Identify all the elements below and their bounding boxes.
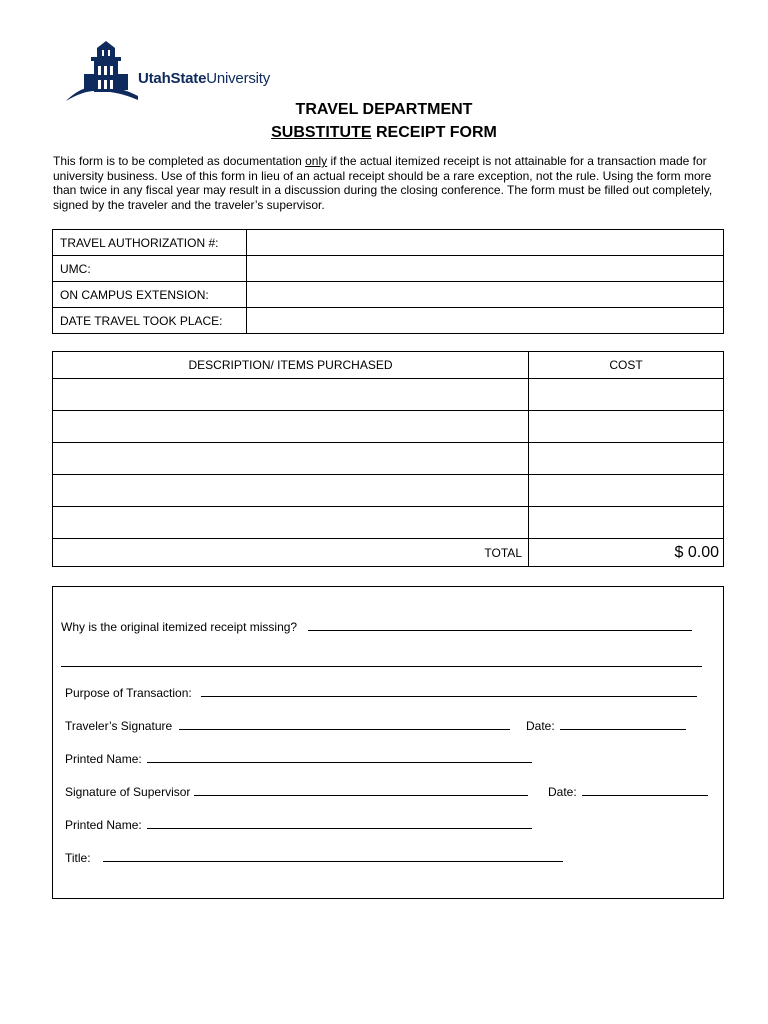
table-row bbox=[53, 379, 724, 411]
total-value: $ 0.00 bbox=[529, 539, 724, 567]
total-row bbox=[53, 539, 724, 567]
missing-reason-line bbox=[61, 620, 692, 634]
travel-info-table bbox=[52, 229, 724, 334]
supervisor-signature-field[interactable] bbox=[194, 786, 528, 796]
info-label: TRAVEL AUTHORIZATION #: bbox=[53, 230, 247, 256]
info-label: UMC: bbox=[53, 256, 247, 282]
logo-wordmark: UtahStateUniversity bbox=[138, 70, 271, 87]
title-label: Title: bbox=[65, 851, 91, 865]
traveler-printed-name-label: Printed Name: bbox=[65, 752, 142, 766]
info-row-campus-extension bbox=[53, 282, 724, 308]
supervisor-signature-line bbox=[65, 785, 528, 799]
traveler-date-field[interactable] bbox=[560, 720, 686, 730]
table-row bbox=[53, 507, 724, 539]
item-cost-cell[interactable] bbox=[529, 443, 724, 475]
missing-reason-field-2[interactable] bbox=[61, 657, 702, 667]
info-row-travel-date bbox=[53, 308, 724, 334]
traveler-date-label: Date: bbox=[526, 719, 555, 733]
page-title: TRAVEL DEPARTMENT bbox=[295, 101, 473, 118]
signature-section bbox=[52, 586, 724, 899]
campus-extension-field[interactable] bbox=[247, 282, 724, 308]
item-cost-cell[interactable] bbox=[529, 475, 724, 507]
item-description-cell[interactable] bbox=[53, 443, 529, 475]
items-purchased-table bbox=[52, 351, 724, 567]
usu-logo bbox=[64, 40, 284, 104]
traveler-printed-name-line bbox=[65, 752, 532, 766]
item-cost-cell[interactable] bbox=[529, 379, 724, 411]
supervisor-printed-name-line bbox=[65, 818, 532, 832]
description-column-header: DESCRIPTION/ ITEMS PURCHASED bbox=[53, 352, 529, 379]
umc-field[interactable] bbox=[247, 256, 724, 282]
cost-column-header: COST bbox=[529, 352, 724, 379]
supervisor-signature-label: Signature of Supervisor bbox=[65, 785, 191, 799]
item-description-cell[interactable] bbox=[53, 507, 529, 539]
total-label: TOTAL bbox=[53, 539, 529, 567]
item-description-cell[interactable] bbox=[53, 379, 529, 411]
item-description-cell[interactable] bbox=[53, 475, 529, 507]
info-label: ON CAMPUS EXTENSION: bbox=[53, 282, 247, 308]
traveler-signature-label: Traveler’s Signature bbox=[65, 719, 173, 733]
purpose-field[interactable] bbox=[201, 687, 697, 697]
supervisor-printed-name-field[interactable] bbox=[147, 819, 532, 829]
old-main-tower-icon bbox=[64, 40, 138, 104]
table-row bbox=[53, 475, 724, 507]
item-cost-cell[interactable] bbox=[529, 507, 724, 539]
purpose-line bbox=[65, 686, 697, 700]
traveler-date-line bbox=[526, 719, 686, 733]
traveler-printed-name-field[interactable] bbox=[147, 753, 532, 763]
page-subtitle: SUBSTITUTE RECEIPT FORM bbox=[271, 124, 497, 141]
missing-reason-label: Why is the original itemized receipt missing? bbox=[61, 620, 298, 634]
intro-paragraph: This form is to be completed as documentation only if the actual itemized receipt is not attainable for a transaction made for university business. Use of this form in lieu of an actual receipt should be a rare exception, not the rule. Using the form more than twice in any fiscal year may result in a discussion during the closing conference. The form must be filled out completely, signed by the traveler and the traveler’s supervisor. bbox=[53, 154, 713, 212]
item-description-cell[interactable] bbox=[53, 411, 529, 443]
travel-authorization-field[interactable] bbox=[247, 230, 724, 256]
title-field[interactable] bbox=[103, 852, 563, 862]
traveler-signature-field[interactable] bbox=[179, 720, 510, 730]
supervisor-date-label: Date: bbox=[548, 785, 577, 799]
purpose-label: Purpose of Transaction: bbox=[65, 686, 192, 700]
items-header-row bbox=[53, 352, 724, 379]
supervisor-printed-name-label: Printed Name: bbox=[65, 818, 142, 832]
info-row-travel-authorization bbox=[53, 230, 724, 256]
info-row-umc bbox=[53, 256, 724, 282]
item-cost-cell[interactable] bbox=[529, 411, 724, 443]
traveler-signature-line bbox=[65, 719, 510, 733]
title-line bbox=[65, 851, 563, 865]
missing-reason-continuation bbox=[61, 656, 702, 670]
info-label: DATE TRAVEL TOOK PLACE: bbox=[53, 308, 247, 334]
travel-date-field[interactable] bbox=[247, 308, 724, 334]
table-row bbox=[53, 443, 724, 475]
table-row bbox=[53, 411, 724, 443]
supervisor-date-field[interactable] bbox=[582, 786, 708, 796]
supervisor-date-line bbox=[548, 785, 708, 799]
missing-reason-field[interactable] bbox=[308, 621, 692, 631]
